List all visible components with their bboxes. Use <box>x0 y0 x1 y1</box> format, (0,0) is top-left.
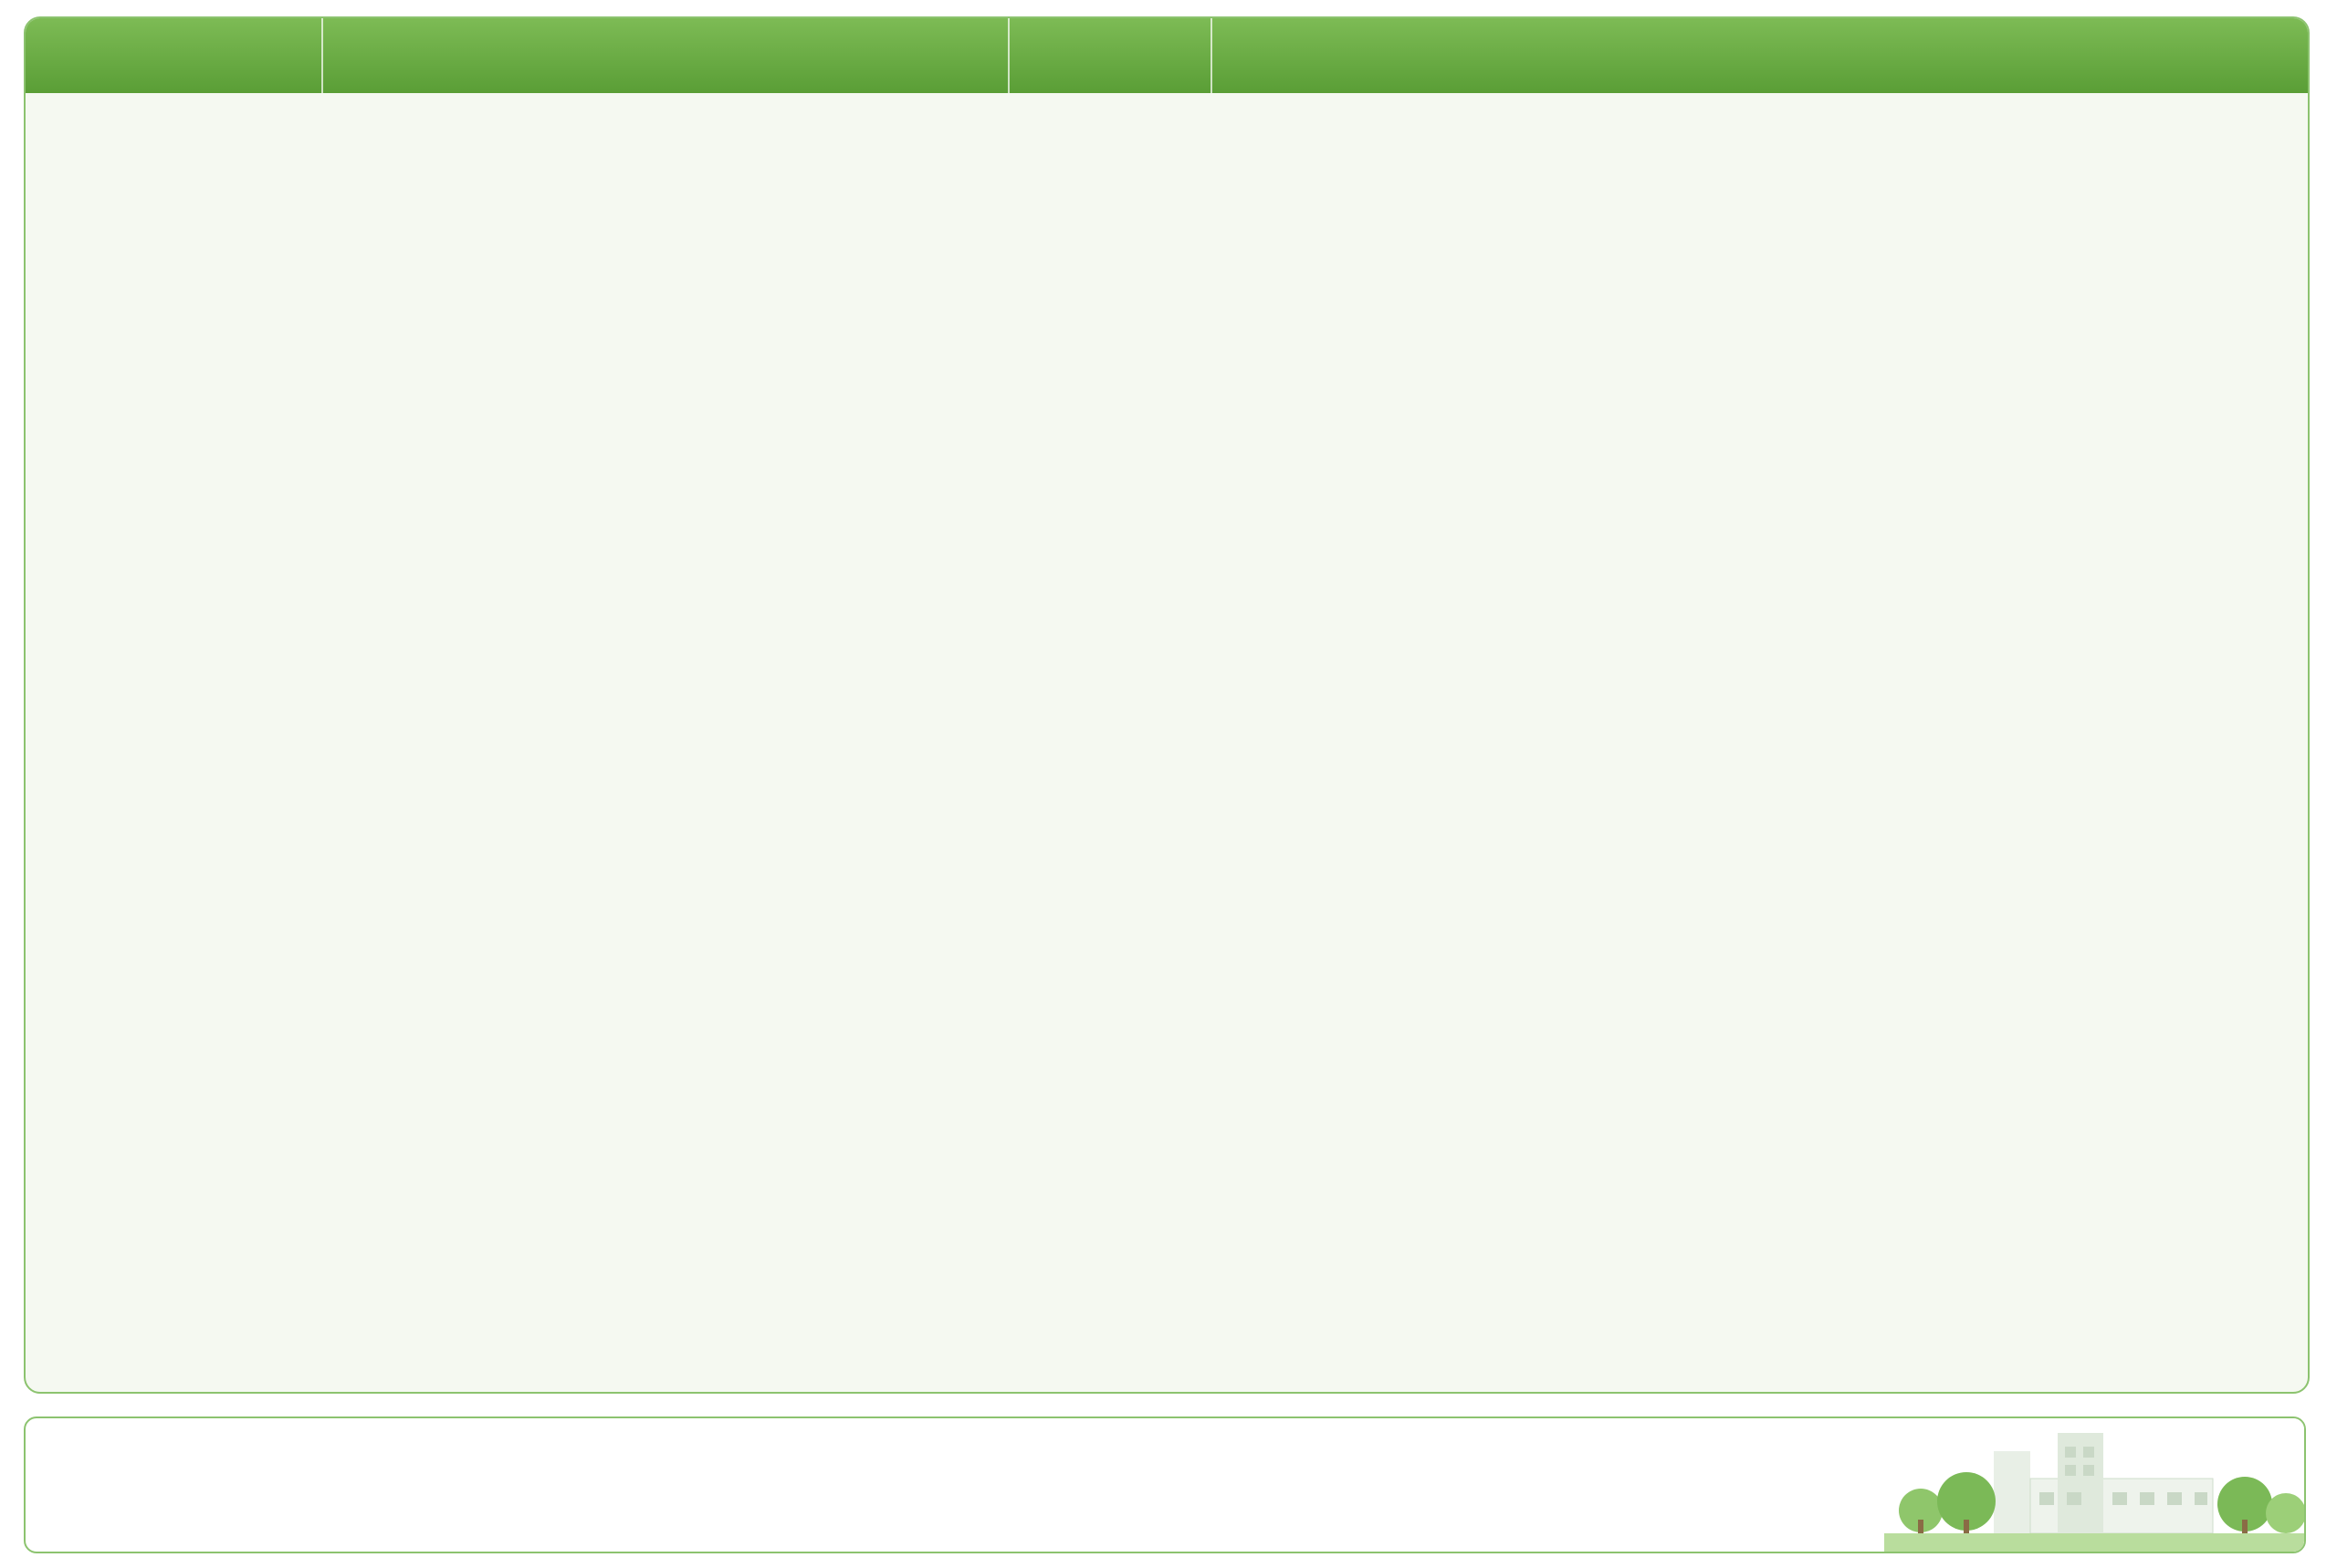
header-impact <box>323 18 1010 93</box>
commitment-footer <box>24 1416 2306 1553</box>
climate-risk-table <box>24 16 2310 1394</box>
header-term <box>1010 18 1212 93</box>
header-strategy <box>1212 18 2308 93</box>
header-risk <box>26 18 323 93</box>
table-header <box>26 18 2308 93</box>
green-building-illustration <box>1884 1416 2304 1552</box>
